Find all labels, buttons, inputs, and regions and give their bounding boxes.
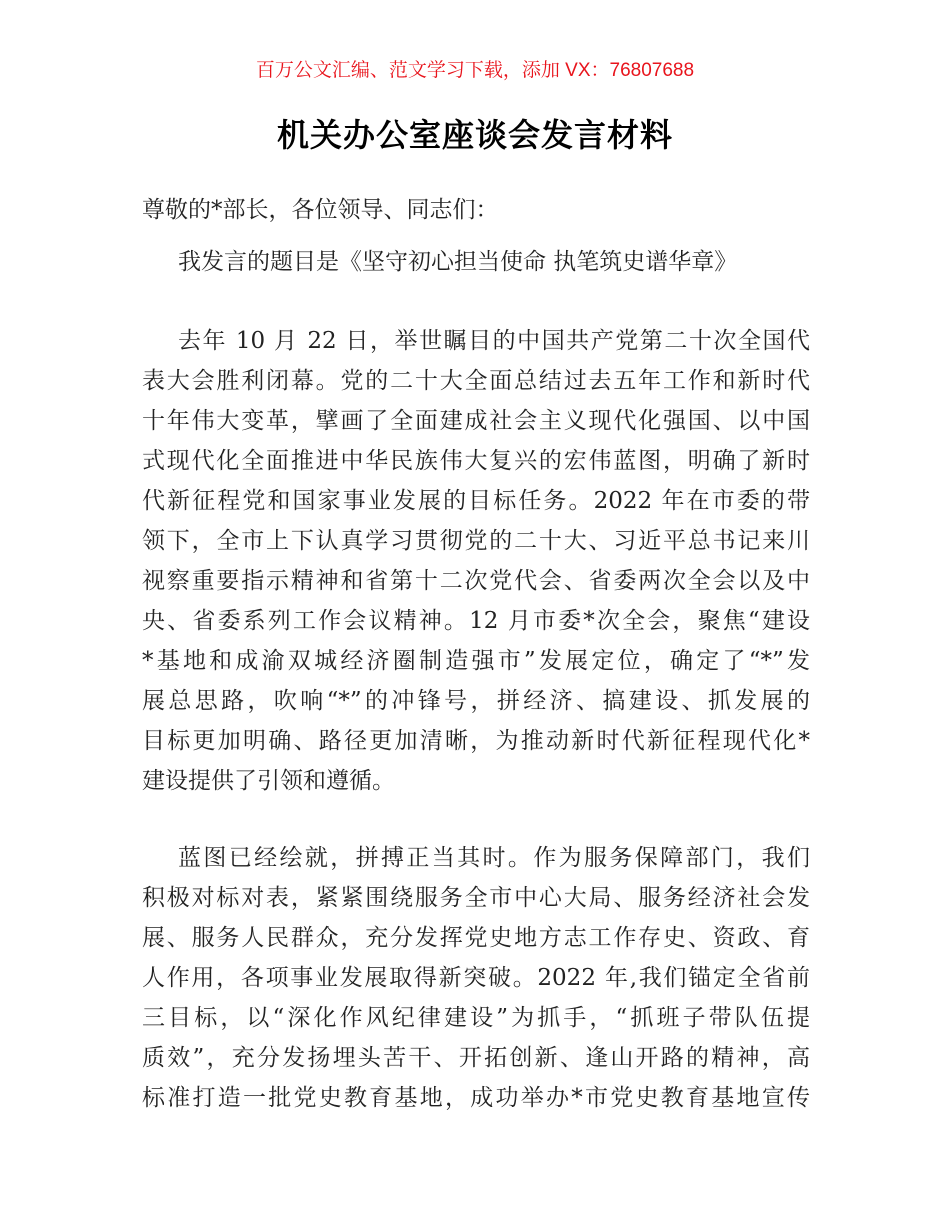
text-line: 人作用，各项事业发展取得新突破。2022 年,我们锚定全省前	[142, 965, 810, 991]
watermark-header: 百万公文汇编、范文学习下载，添加 VX：76807688	[255, 60, 695, 81]
text-line: 式现代化全面推进中华民族伟大复兴的宏伟蓝图，明确了新时	[142, 448, 810, 474]
text-line: 去年 10 月 22 日，举世瞩目的中国共产党第二十次全国代	[178, 328, 810, 354]
text-line: 三目标，以“深化作风纪律建设”为抓手，“抓班子带队伍提	[142, 1005, 810, 1031]
topic-text: 我发言的题目是《坚守初心担当使命 执笔筑史谱华章》	[178, 249, 738, 275]
text-line: 表大会胜利闭幕。党的二十大全面总结过去五年工作和新时代	[142, 368, 810, 394]
text-line: 蓝图已经绘就，拼搏正当其时。作为服务保障部门，我们	[178, 845, 810, 871]
text-line: 质效”，充分发扬埋头苦干、开拓创新、逢山开路的精神，高	[142, 1045, 810, 1071]
text-line: *基地和成渝双城经济圈制造强市”发展定位，确定了“*”发	[142, 648, 810, 674]
text-line: 视察重要指示精神和省第十二次党代会、省委两次全会以及中	[142, 568, 810, 594]
salutation	[142, 190, 810, 230]
text-line: 积极对标对表，紧紧围绕服务全市中心大局、服务经济社会发	[142, 885, 810, 911]
text-line: 展、服务人民群众，充分发挥党史地方志工作存史、资政、育	[142, 925, 810, 951]
salutation-text: 尊敬的*部长，各位领导、同志们：	[142, 197, 499, 223]
speech-topic	[142, 242, 810, 282]
paragraph-2	[142, 838, 810, 1118]
text-line: 十年伟大变革，擘画了全面建成社会主义现代化强国、以中国	[142, 408, 810, 434]
document-title: 机关办公室座谈会发言材料	[276, 116, 673, 154]
text-line: 标准打造一批党史教育基地，成功举办*市党史教育基地宣传	[142, 1085, 810, 1111]
text-line: 代新征程党和国家事业发展的目标任务。2022 年在市委的带	[142, 488, 810, 514]
text-line: 领下，全市上下认真学习贯彻党的二十大、习近平总书记来川	[142, 528, 810, 554]
text-line: 建设提供了引领和遵循。	[142, 768, 395, 794]
paragraph-1	[142, 321, 810, 801]
text-line: 目标更加明确、路径更加清晰，为推动新时代新征程现代化*	[142, 728, 810, 754]
text-line: 央、省委系列工作会议精神。12 月市委*次全会，聚焦“建设	[142, 608, 810, 634]
text-line: 展总思路，吹响“*”的冲锋号，拼经济、搞建设、抓发展的	[142, 688, 810, 714]
